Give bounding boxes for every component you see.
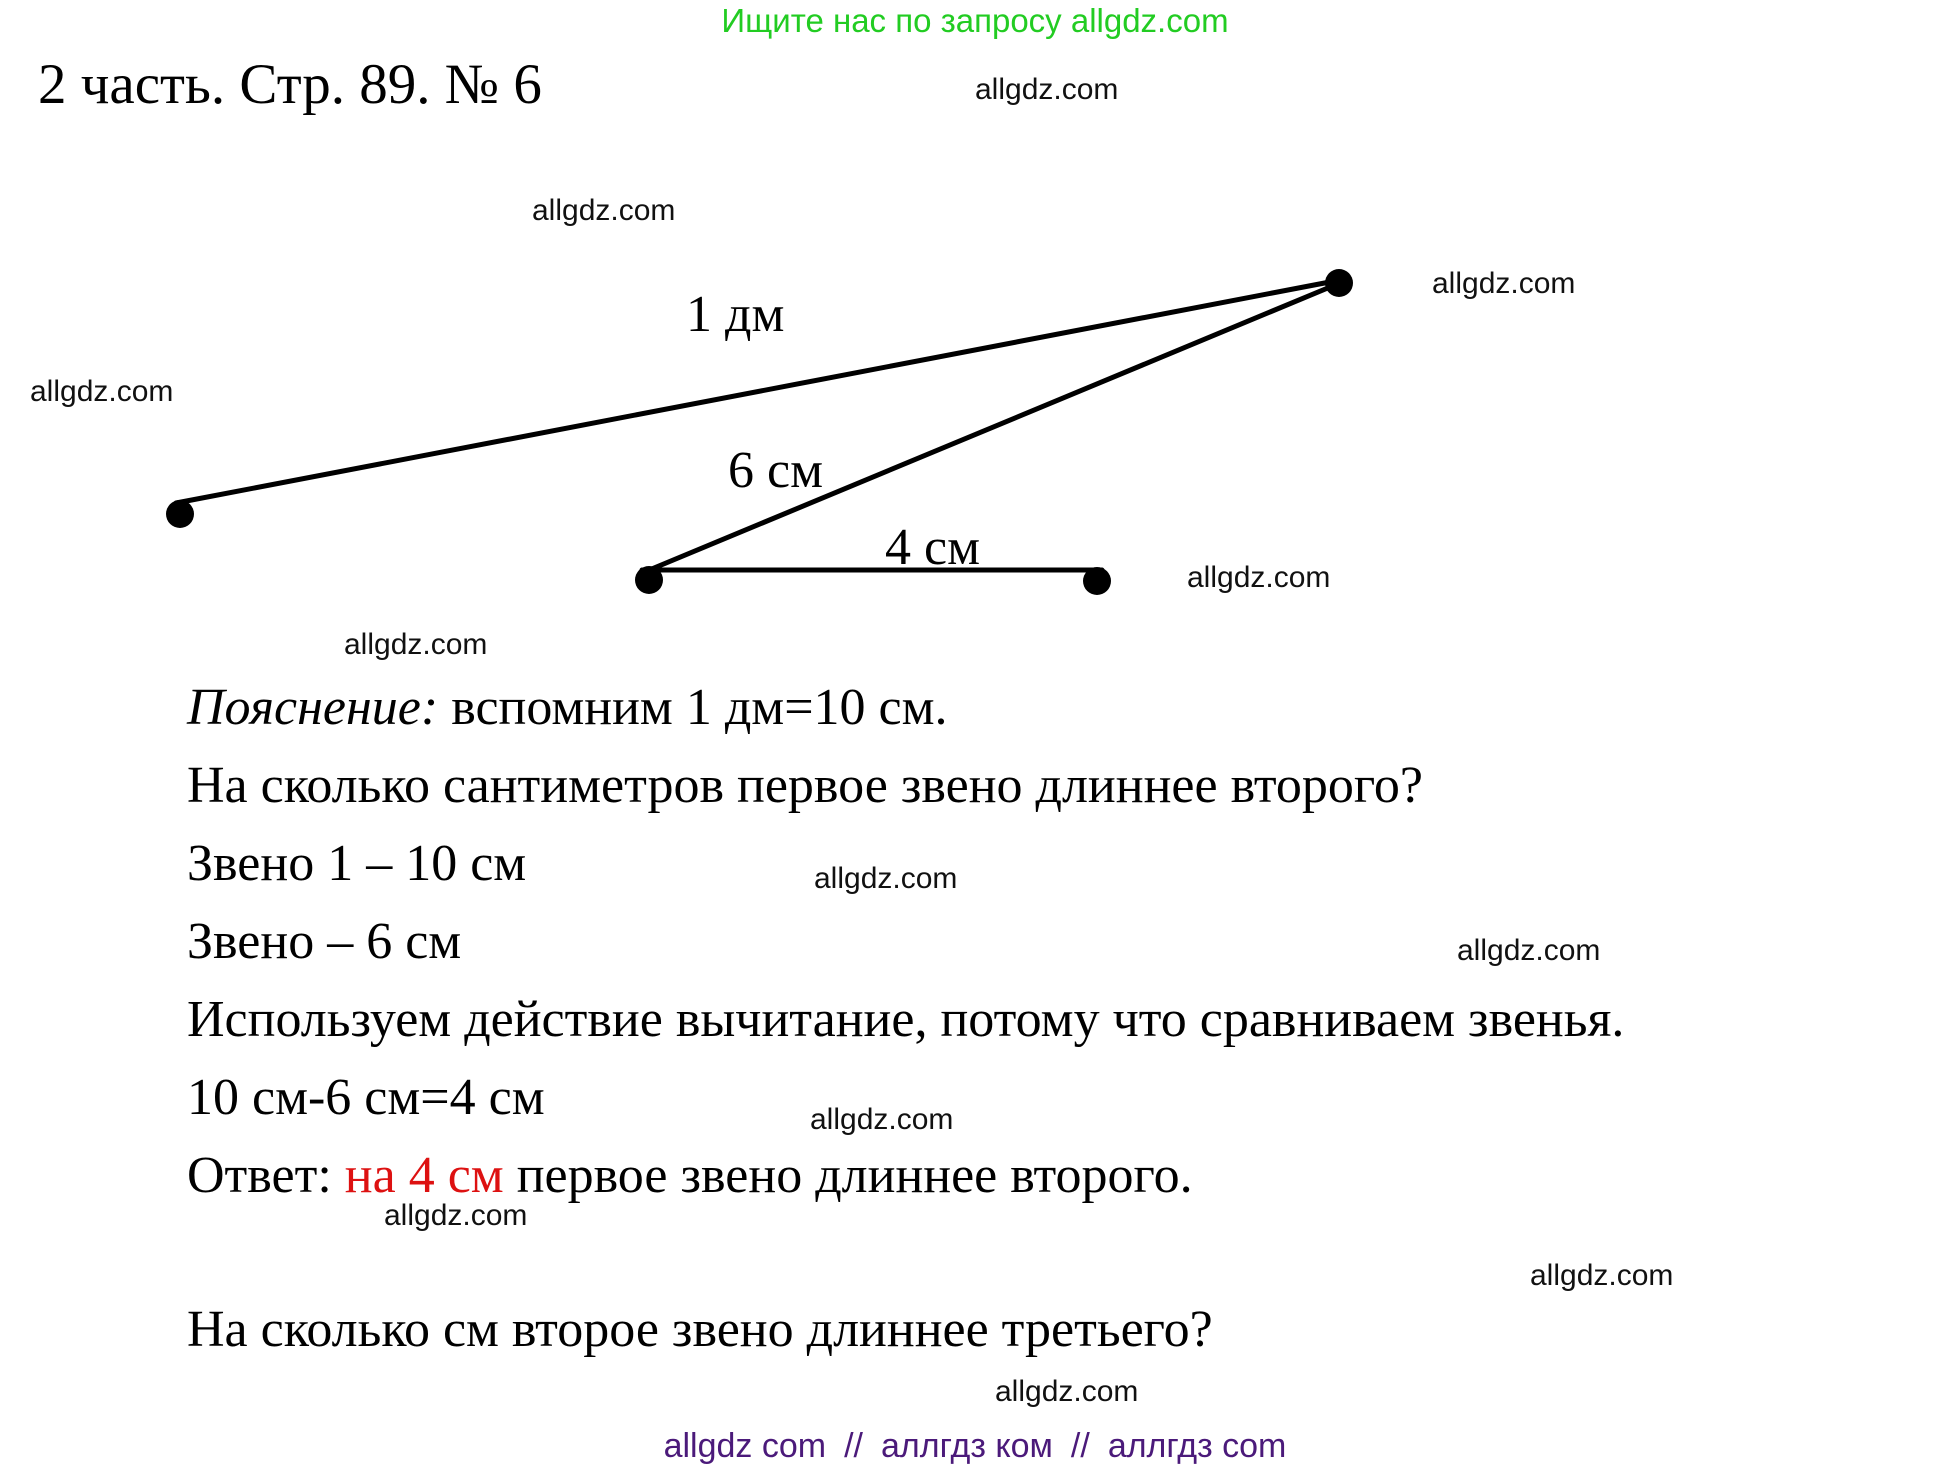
footer-separator: // — [1070, 1427, 1090, 1465]
page-title: 2 часть. Стр. 89. № 6 — [38, 53, 542, 116]
point-a — [166, 500, 194, 528]
watermark: allgdz.com — [30, 375, 174, 408]
footer-links — [0, 1426, 1950, 1466]
point-b — [1325, 269, 1353, 297]
watermark: allgdz.com — [344, 628, 488, 661]
watermark: allgdz.com — [995, 1375, 1139, 1408]
answer-highlight: на 4 см — [344, 1147, 504, 1204]
point-d — [1083, 567, 1111, 595]
footer-separator: // — [844, 1427, 864, 1465]
watermark: allgdz.com — [810, 1103, 954, 1136]
watermark: allgdz.com — [532, 194, 676, 227]
watermark: allgdz.com — [975, 73, 1119, 106]
watermark: allgdz.com — [384, 1199, 528, 1232]
watermark: allgdz.com — [1530, 1259, 1674, 1292]
question-line: На сколько сантиметров первое звено длиннее второго? — [187, 757, 1423, 814]
calculation-line: 10 см-6 см=4 см — [187, 1069, 545, 1126]
footer-part-1: allgdz com — [663, 1427, 827, 1465]
watermark: allgdz.com — [1432, 267, 1576, 300]
link-2-length: Звено – 6 см — [187, 913, 462, 970]
answer-line — [187, 1146, 1193, 1206]
watermark: allgdz.com — [1457, 934, 1601, 967]
explanation-label: Пояснение: — [187, 679, 439, 736]
explanation-intro-text: вспомним 1 дм=10 см. — [438, 679, 948, 736]
method-line: Используем действие вычитание, потому что сравниваем звенья. — [187, 991, 1625, 1048]
explanation-intro — [187, 678, 948, 738]
footer-part-3: аллгдз com — [1107, 1427, 1287, 1465]
watermark: allgdz.com — [814, 862, 958, 895]
link-1-length: Звено 1 – 10 см — [187, 835, 527, 892]
segment-label-1dm: 1 дм — [686, 286, 785, 343]
answer-label: Ответ: — [187, 1147, 345, 1204]
search-banner: Ищите нас по запросу allgdz.com — [721, 2, 1229, 39]
point-c — [635, 566, 663, 594]
footer-part-2: аллгдз ком — [881, 1427, 1053, 1465]
answer-rest: первое звено длиннее второго. — [503, 1147, 1193, 1204]
segment-label-6cm: 6 см — [728, 442, 823, 499]
next-question: На сколько см второе звено длиннее третьего? — [187, 1301, 1213, 1358]
segment-label-4cm: 4 см — [885, 519, 980, 576]
watermark: allgdz.com — [1187, 561, 1331, 594]
